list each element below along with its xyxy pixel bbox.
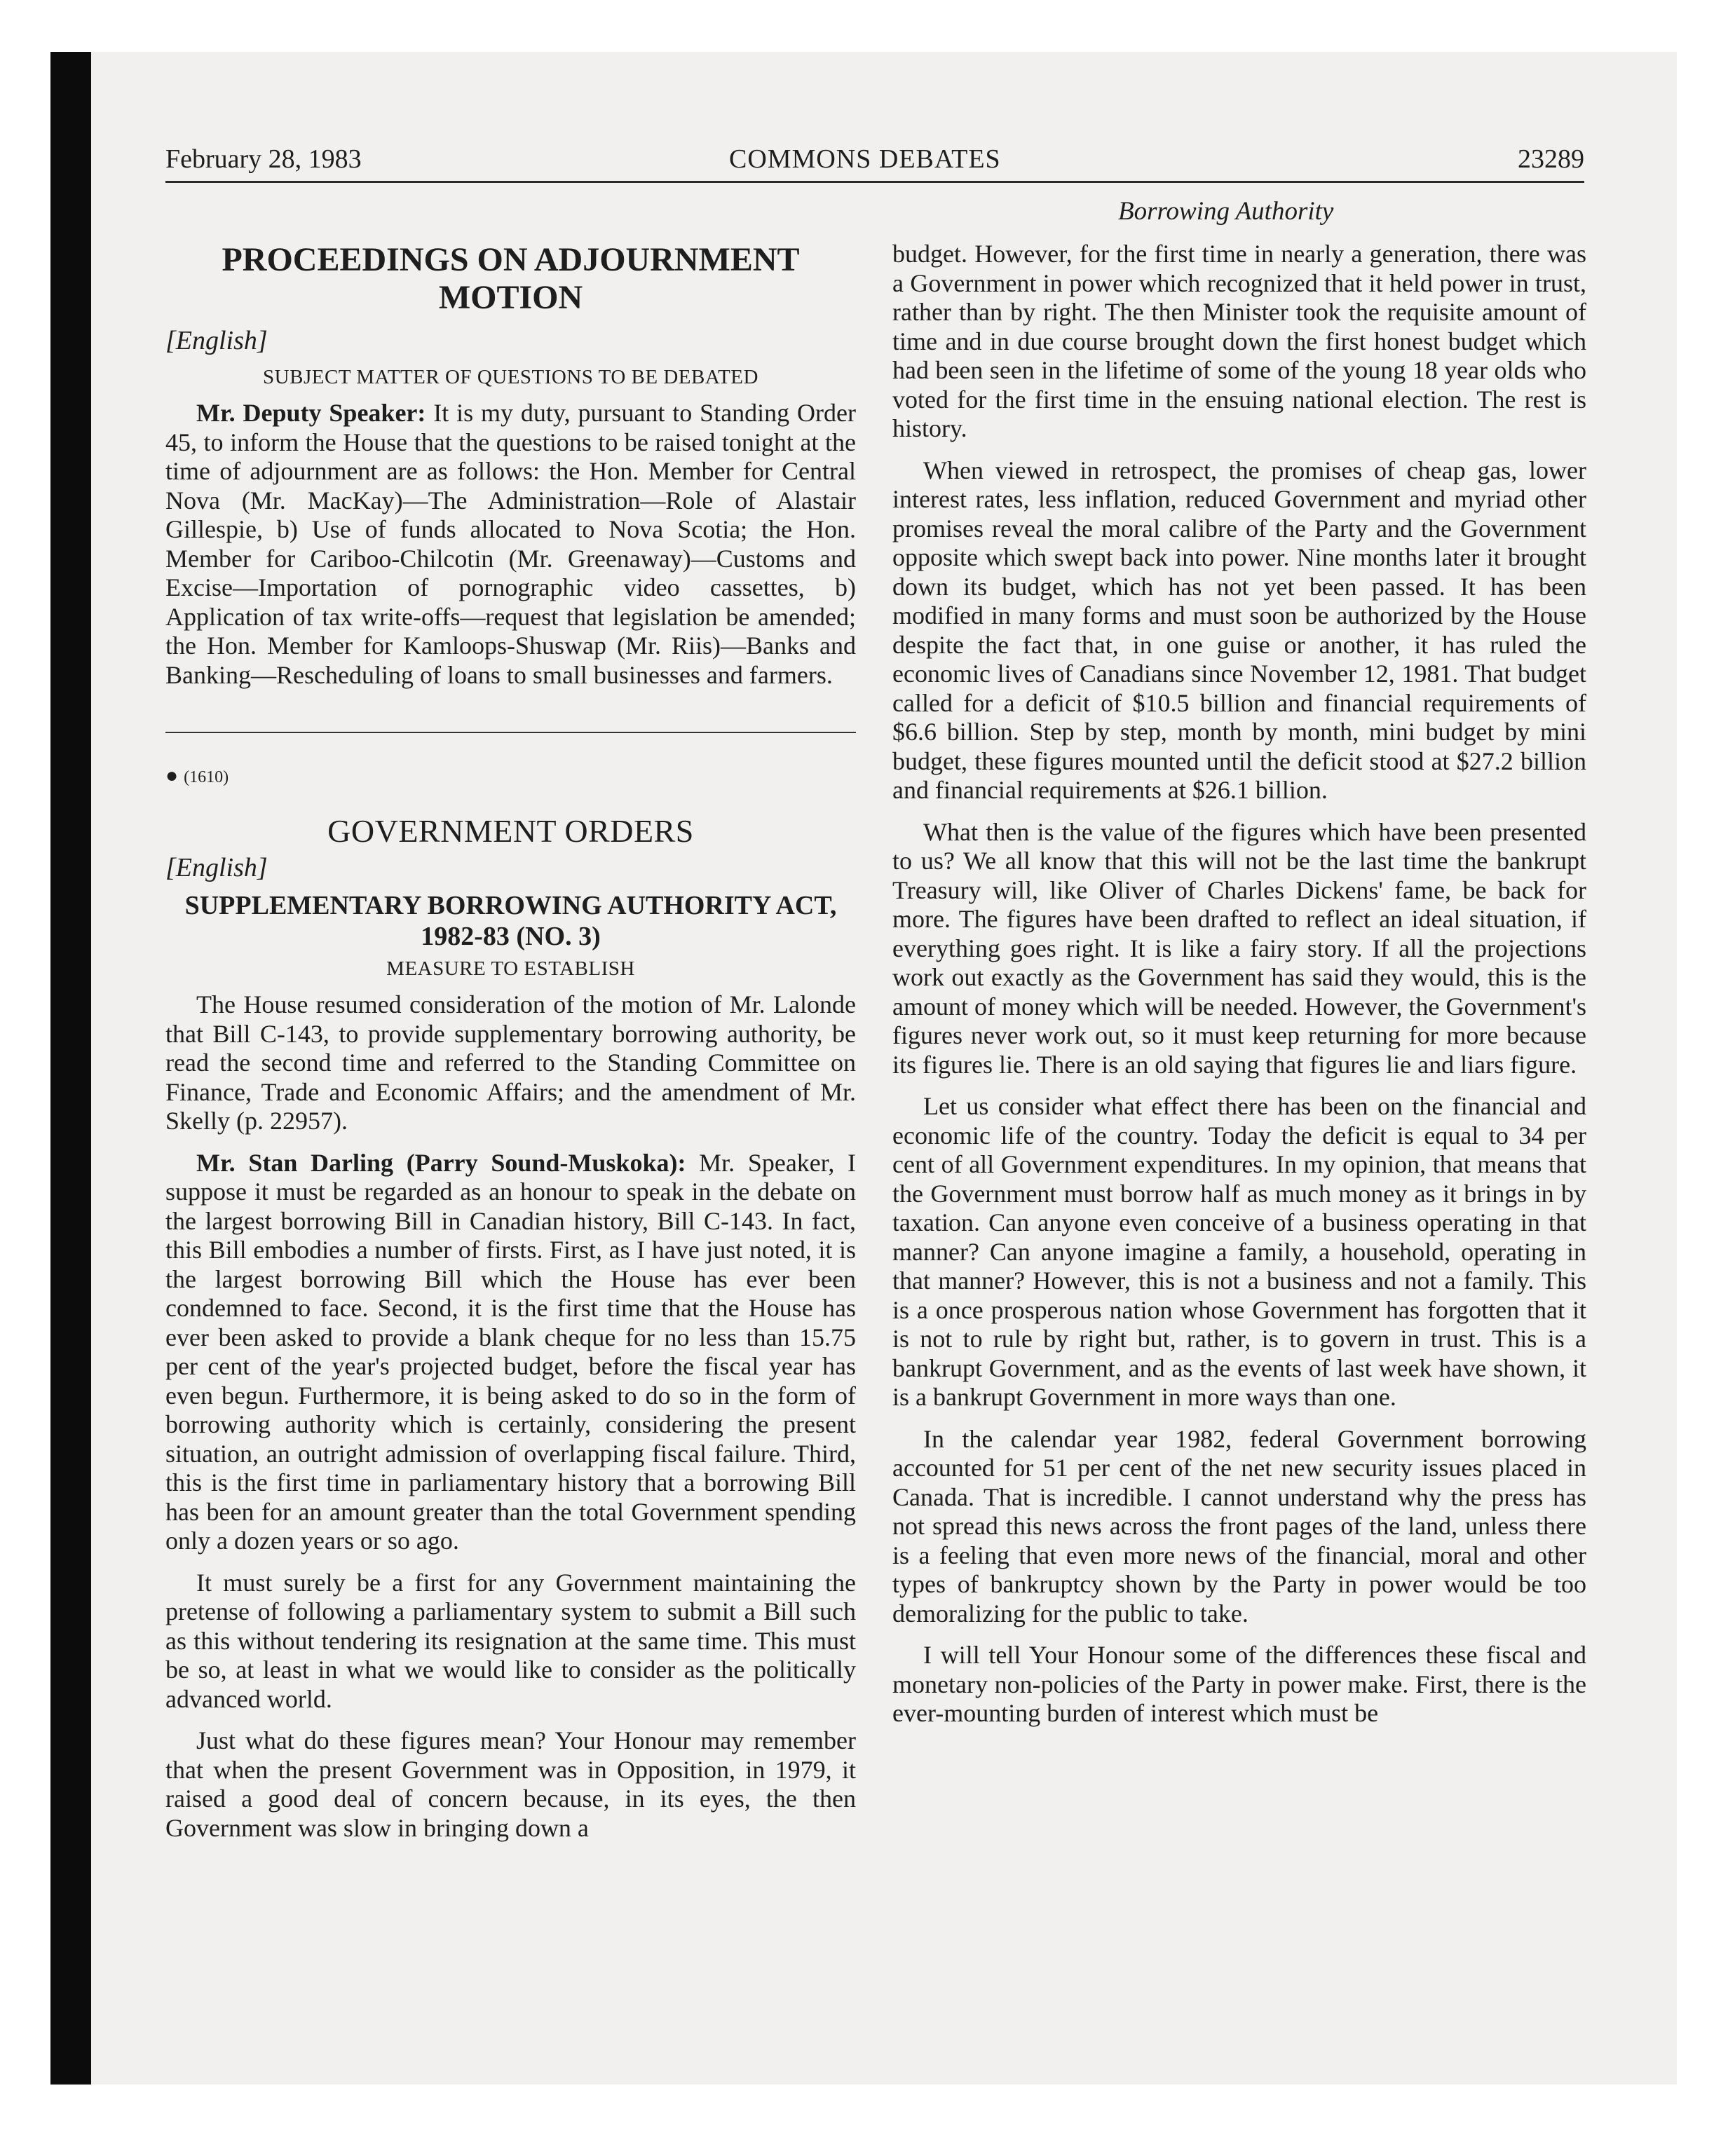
heading-bill-title: SUPPLEMENTARY BORROWING AUTHORITY ACT, 1982-83 (NO. 3) [184,890,837,951]
paragraph: budget. However, for the first time in nearly a generation, there was a Government in power which recognized that it held power in trust, rather than by right. The then Minister took the requisite amount of time and in due course brought down the first honest budget which had been seen in the lifetime of some of the young 18 year olds who voted for the first time in the ensuing national election. The rest is history. [892,240,1586,442]
paragraph: I will tell Your Honour some of the differences these fiscal and monetary non-policies of the Party in power make. First, there is the ever-mounting burden of interest which must be [892,1641,1586,1727]
paragraph: Just what do these figures mean? Your Honour may remember that when the present Government was in Opposition, in 1979, it raised a good deal of concern because, in its eyes, the then Government was slow in bringing down a [165,1726,856,1842]
language-tag: [English] [165,326,268,355]
speech-text: It is my duty, pursuant to Standing Order 45, to inform the House that the questions to be raised tonight at the time of adjournment are as follows: the Hon. Member for Central Nova (Mr. MacKay)—The Administration—Role of Alastair Gillespie, b) Use of funds allocated to Nova Scotia; the Hon. Member for Cariboo-Chilcotin (Mr. Greenaway)—Customs and Excise—Importation of pornographic video cassettes, b) Application of tax write-offs—request that legislation be amended; the Hon. Member for Kamloops-Shuswap (Mr. Riis)—Banks and Banking—Rescheduling of loans to small businesses and farmers. [165,399,856,689]
running-head: Borrowing Authority [1118,197,1334,226]
heading-adjournment: PROCEEDINGS ON ADJOURNMENT MOTION [222,241,800,316]
subheading-measure: MEASURE TO ESTABLISH [386,957,635,980]
paragraph: What then is the value of the figures which have been presented to us? We all know that this will not be the last time the bankrupt Treasury will, like Oliver of Charles Dickens' fame, be back for more. The figures have been drafted to reflect an ideal situation, if everything goes right. It is like a fairy story. If all the projections work out exactly as the Government has said they would, this is the amount of money which will be needed. However, the Government's figures never work out, so it must keep returning for more because its figures lie. There is an old saying that figures lie and liars figure. [892,817,1586,1079]
header-page-number: 23289 [1518,144,1584,174]
paragraph: In the calendar year 1982, federal Government borrowing accounted for 51 per cent of the net new security issues placed in Canada. That is incredible. I cannot understand why the press has not spread this news across the front pages of the land, unless there is a feeling that even more news of the financial, moral and other types of bankruptcy shown by the Party in power would be too demoralizing for the public to take. [892,1424,1586,1628]
paragraph-darling [165,1149,856,1556]
section-separator [165,732,856,733]
speaker-name: Mr. Deputy Speaker: [196,399,426,427]
header-date: February 28, 1983 [165,144,362,174]
right-column [892,240,1586,1741]
header-rule [165,181,1584,183]
scan-edge-bar [50,52,91,2085]
language-tag: [English] [165,853,268,882]
paragraph-motion: The House resumed consideration of the motion of Mr. Lalonde that Bill C-143, to provide supplementary borrowing authority, be read the second time and referred to the Standing Committee on Finance, Trade and Economic Affairs; and the amendment of Mr. Skelly (p. 22957). [165,990,856,1135]
paragraph-deputy-speaker [165,399,856,690]
heading-government-orders: GOVERNMENT ORDERS [327,812,694,849]
bullet-icon: ● [165,764,179,787]
left-column [165,240,856,1855]
paragraph: When viewed in retrospect, the promises of cheap gas, lower interest rates, less inflation, reduced Government and myriad other promises reveal the moral calibre of the Party and the Government opposite which swept back into power. Nine months later it brought down its budget, which has not yet been passed. It has been modified in many forms and must soon be authorized by the House despite the fact that, in one guise or another, it has ruled the economic lives of Canadians since November 12, 1981. That budget called for a deficit of $10.5 billion and financial requirements of $6.6 billion. Step by step, month by month, mini budget by mini budget, these figures mounted until the deficit stood at $27.2 billion and financial requirements at $26.1 billion. [892,456,1586,804]
speech-text: Mr. Speaker, I suppose it must be regarded as an honour to speak in the debate on the largest borrowing Bill in Canadian history, Bill C-143. In fact, this Bill embodies a number of firsts. First, as I have just noted, it is the largest borrowing Bill which the House has ever been condemned to face. Second, it is the first time that the House has ever been asked to provide a blank cheque for no less than 15.75 per cent of the year's projected budget, before the fiscal year has even begun. Furthermore, it is being asked to do so in the form of borrowing authority which is certainly, considering the present situation, an outright admission of overlapping fiscal failure. Third, this is the first time in parliamentary history that a borrowing Bill has been for an amount greater than the total Government spending only a dozen years or so ago. [165,1148,856,1555]
paragraph: It must surely be a first for any Government maintaining the pretense of following a parliamentary system to submit a Bill such as this without tendering its resignation at the same time. This must be so, at least in what we would like to consider as the politically advanced world. [165,1568,856,1713]
header-title: COMMONS DEBATES [729,144,1001,174]
paragraph: Let us consider what effect there has been on the financial and economic life of the country. Today the deficit is equal to 34 per cent of all Government expenditures. In my opinion, that means that the Government must borrow half as much money as it brings in by taxation. Can anyone even conceive of a business operating in that manner? Can anyone imagine a family, a household, operating in that manner? However, this is not a business and not a family. This is a once prosperous nation whose Government has forgotten that it is not to rule by right but, rather, is to govern in trust. This is a bankrupt Government, and as the events of last week have shown, it is a bankrupt Government in more ways than one. [892,1092,1586,1411]
subheading-questions: SUBJECT MATTER OF QUESTIONS TO BE DEBATED [263,365,758,388]
time-marker [165,761,856,793]
speaker-name: Mr. Stan Darling (Parry Sound-Muskoka): [196,1148,686,1177]
time-marker-label: (1610) [184,768,229,786]
